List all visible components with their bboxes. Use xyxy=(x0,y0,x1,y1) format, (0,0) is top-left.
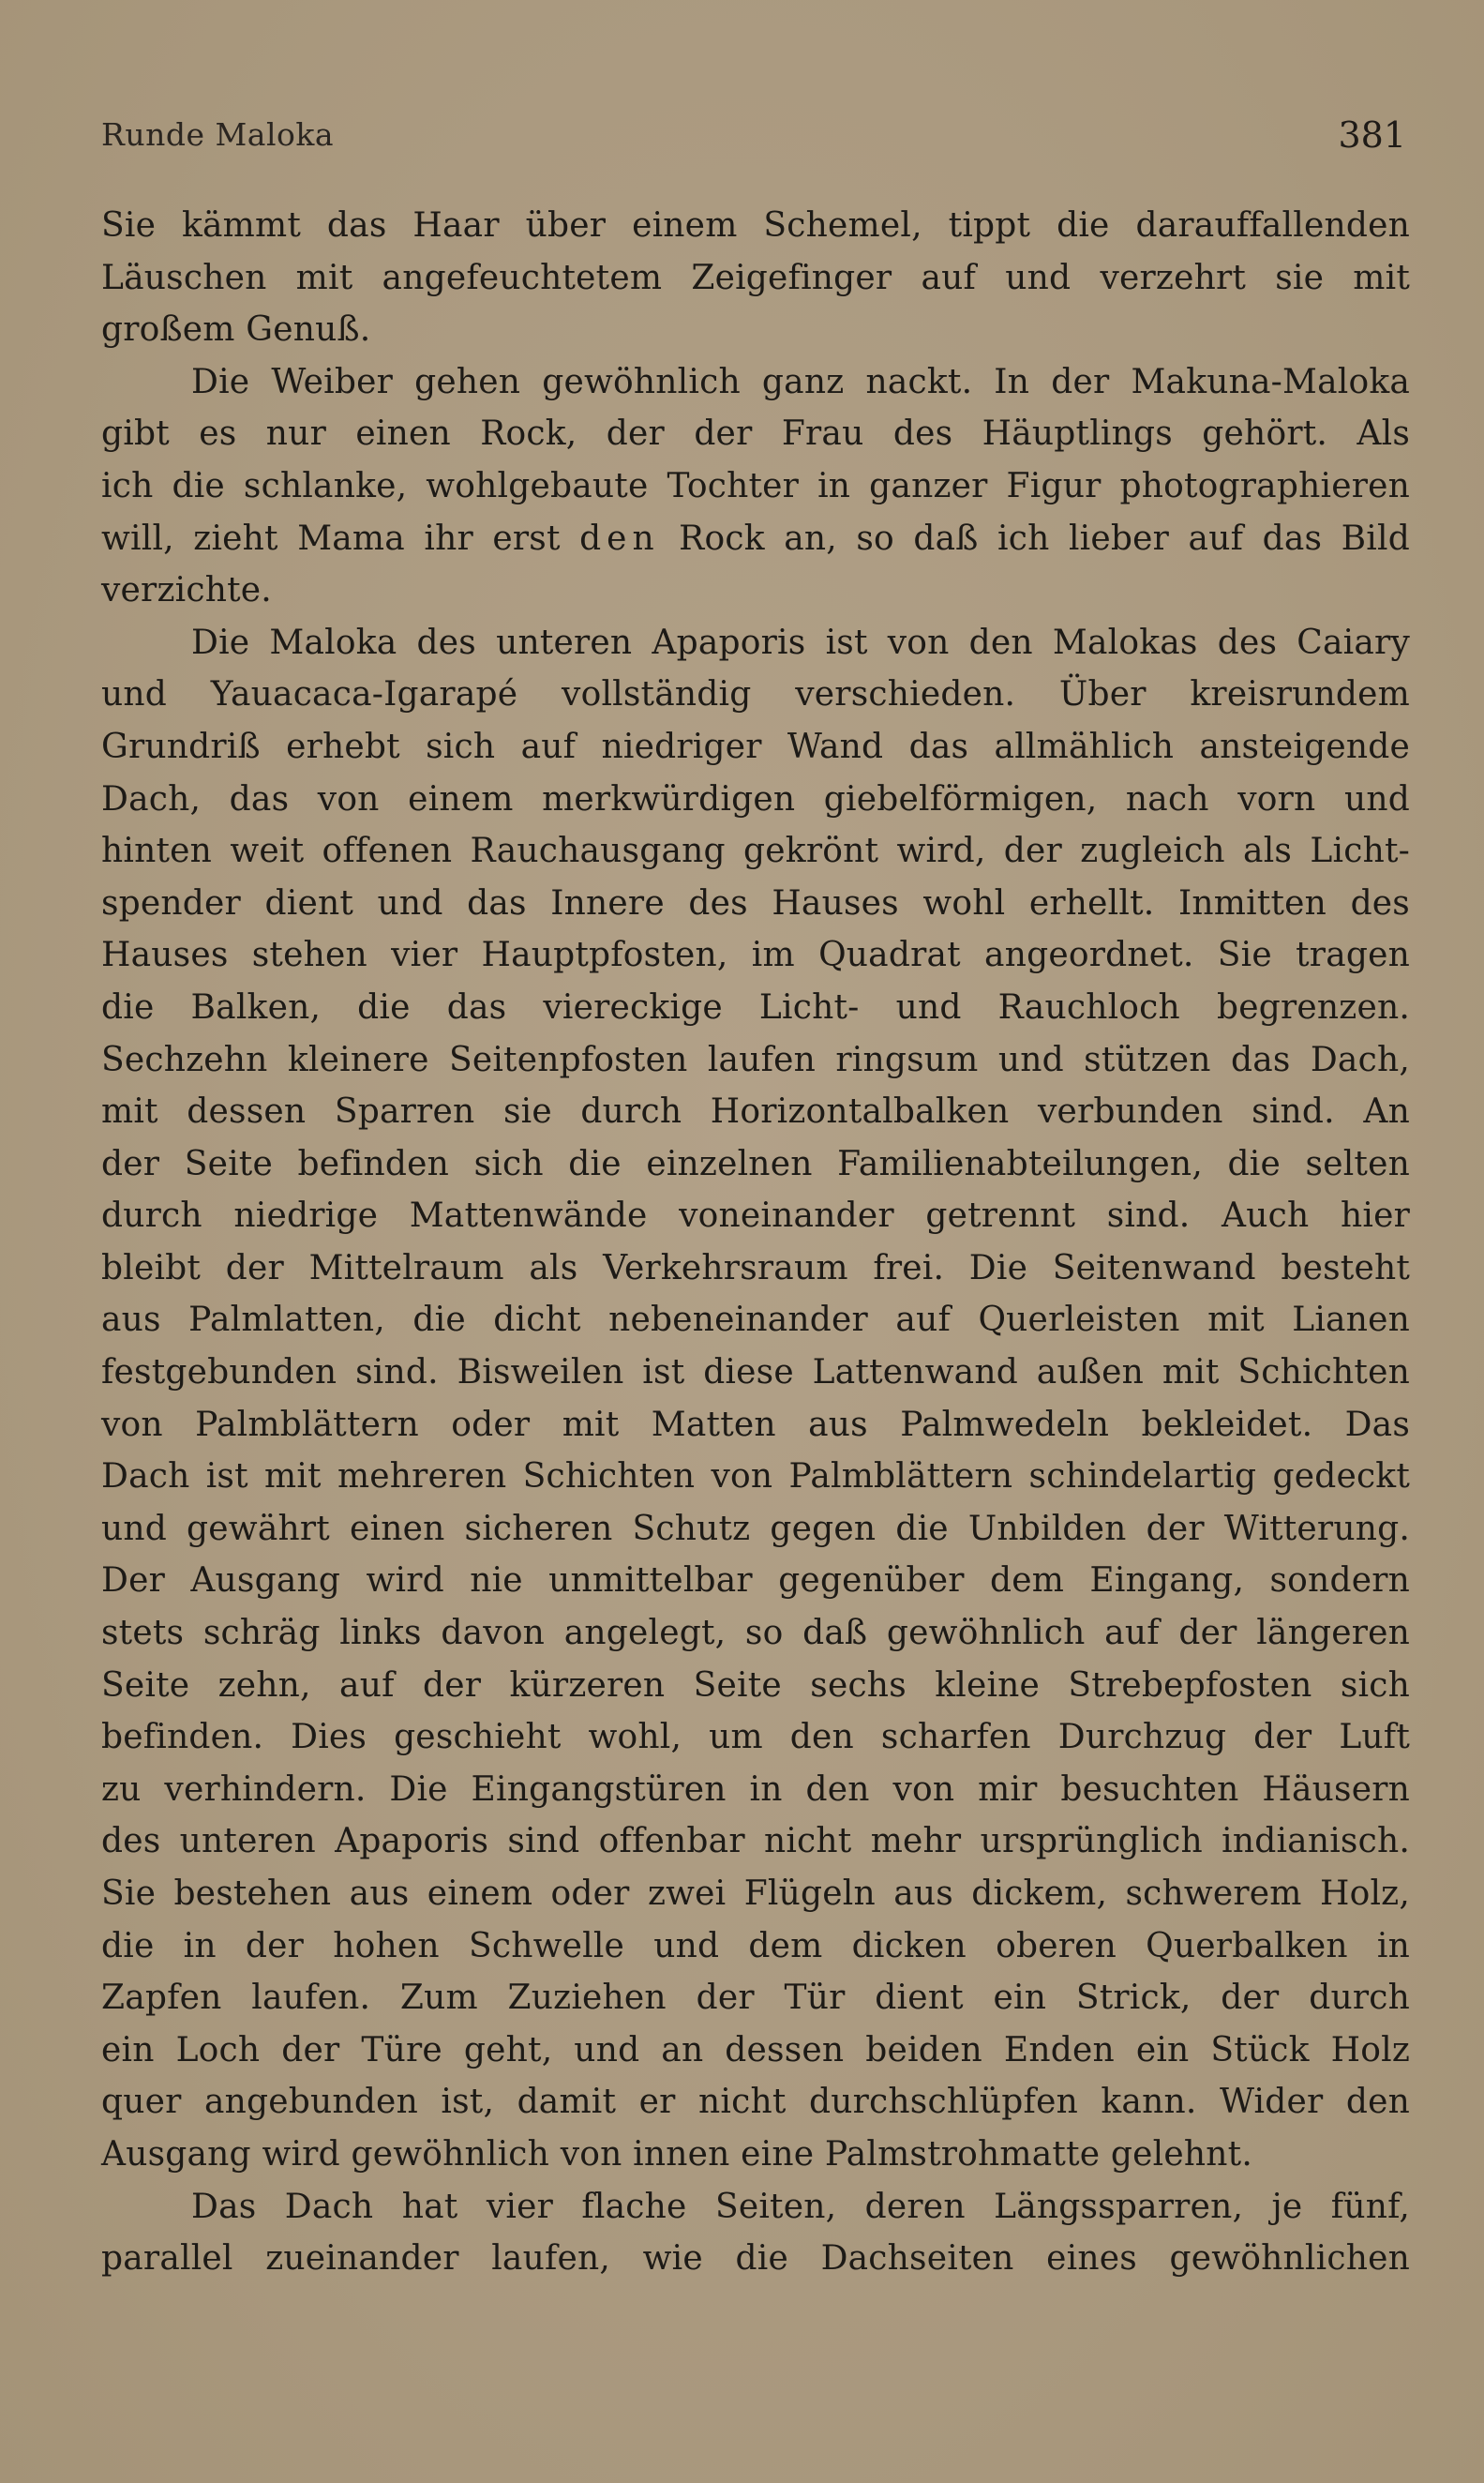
text-line: Die Weiber gehen gewöhnlich ganz nackt. In der Makuna-Maloka xyxy=(191,362,1410,401)
text-line: Sie kämmt das Haar über einem Schemel, tippt die darauffallenden xyxy=(101,206,1410,245)
body-text xyxy=(101,200,1410,2285)
page-number: 381 xyxy=(1338,114,1406,156)
text-line: festgebunden sind. Bisweilen ist diese Lattenwand außen mit Schichten xyxy=(101,1353,1410,1392)
text-line: Dach, das von einem merkwürdigen giebelförmigen, nach vorn und xyxy=(101,779,1410,819)
text-line: großem Genuß. xyxy=(101,310,371,350)
text-line: stets schräg links davon angelegt, so daß gewöhnlich auf der längeren xyxy=(101,1614,1410,1653)
text-line: mit dessen Sparren sie durch Horizontalbalken verbunden sind. An xyxy=(101,1092,1410,1132)
text-line: befinden. Dies geschieht wohl, um den scharfen Durchzug der Luft xyxy=(101,1718,1410,1757)
text-line: Zapfen laufen. Zum Zuziehen der Tür dient ein Strick, der durch xyxy=(101,1979,1410,2018)
text-line: Grundriß erhebt sich auf niedriger Wand das allmählich ansteigende xyxy=(101,727,1410,766)
text-line: Der Ausgang wird nie unmittelbar gegenüber dem Eingang, sondern xyxy=(101,1561,1410,1601)
text-line: verzichte. xyxy=(101,571,272,610)
text-line: Sie bestehen aus einem oder zwei Flügeln aus dickem, schwerem Holz, xyxy=(101,1874,1410,1913)
text-line: Seite zehn, auf der kürzeren Seite sechs kleine Strebepfosten sich xyxy=(101,1665,1410,1705)
text-line: Dach ist mit mehreren Schichten von Palmblättern schindelartig gedeckt xyxy=(101,1457,1410,1497)
text-line: gibt es nur einen Rock, der der Frau des Häuptlings gehört. Als xyxy=(101,414,1410,454)
text-line: Sechzehn kleinere Seitenpfosten laufen ringsum und stützen das Dach, xyxy=(101,1040,1410,1079)
text-line: Hauses stehen vier Hauptpfosten, im Quadrat angeordnet. Sie tragen xyxy=(101,936,1410,975)
text-line: durch niedrige Mattenwände voneinander getrennt sind. Auch hier xyxy=(101,1196,1410,1236)
text-fragment: Rock an, so daß ich lieber auf das Bild xyxy=(679,519,1410,558)
text-line: Das Dach hat vier flache Seiten, deren Längssparren, je fünf, xyxy=(191,2187,1410,2226)
text-line: Läuschen mit angefeuchtetem Zeigefinger auf und verzehrt sie mit xyxy=(101,258,1410,297)
text-line: Die Maloka des unteren Apaporis ist von den Malokas des Caiary xyxy=(191,623,1410,662)
text-fragment: will, zieht Mama ihr erst xyxy=(101,519,561,558)
text-line: aus Palmlatten, die dicht nebeneinander auf Querleisten mit Lianen xyxy=(101,1301,1410,1340)
text-line: zu verhindern. Die Eingangstüren in den von mir besuchten Häusern xyxy=(101,1769,1410,1809)
text-line: des unteren Apaporis sind offenbar nicht mehr ursprünglich indianisch. xyxy=(101,1822,1410,1861)
text-line: von Palmblättern oder mit Matten aus Palmwedeln bekleidet. Das xyxy=(101,1405,1410,1444)
text-line: quer angebunden ist, damit er nicht durchschlüpfen kann. Wider den xyxy=(101,2083,1410,2122)
text-line: und Yauacaca-Igarapé vollständig verschieden. Über kreisrundem xyxy=(101,675,1410,715)
text-line: ich die schlanke, wohlgebaute Tochter in ganzer Figur photographieren xyxy=(101,466,1410,505)
running-title: Runde Maloka xyxy=(101,116,335,153)
text-line: Ausgang wird gewöhnlich von innen eine Palmstrohmatte gelehnt. xyxy=(101,2134,1252,2174)
text-line: der Seite befinden sich die einzelnen Familienabteilungen, die selten xyxy=(101,1144,1410,1183)
text-line: spender dient und das Innere des Hauses wohl erhellt. Inmitten des xyxy=(101,883,1410,923)
text-line: die in der hohen Schwelle und dem dicken oberen Querbalken in xyxy=(101,1926,1410,1965)
emphasized-word: den xyxy=(579,519,660,558)
text-line xyxy=(101,513,1410,565)
text-line: parallel zueinander laufen, wie die Dachseiten eines gewöhnlichen xyxy=(101,2239,1410,2279)
text-line: ein Loch der Türe geht, und an dessen beiden Enden ein Stück Holz xyxy=(101,2030,1410,2069)
text-line: und gewährt einen sicheren Schutz gegen die Unbilden der Witterung. xyxy=(101,1509,1410,1548)
text-line: hinten weit offenen Rauchausgang gekrönt wird, der zugleich als Licht- xyxy=(101,832,1410,871)
text-line: die Balken, die das viereckige Licht- und Rauchloch begrenzen. xyxy=(101,987,1410,1027)
text-line: bleibt der Mittelraum als Verkehrsraum frei. Die Seitenwand besteht xyxy=(101,1248,1410,1287)
